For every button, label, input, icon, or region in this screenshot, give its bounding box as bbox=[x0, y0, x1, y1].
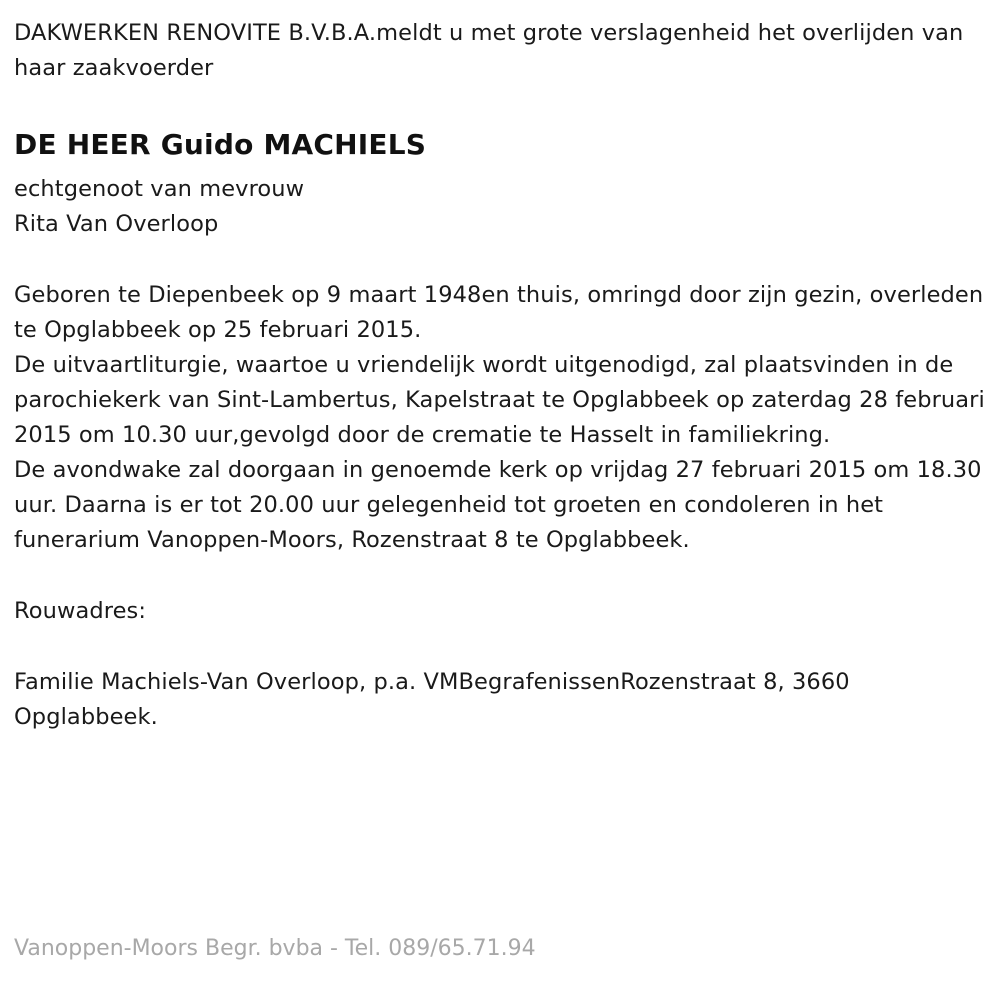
spacer bbox=[14, 629, 986, 665]
deceased-name: DE HEER Guido MACHIELS bbox=[14, 128, 427, 161]
body-paragraph-vigil: De avondwake zal doorgaan in genoemde kerk op vrijdag 27 februari 2015 om 18.30 uur. Daarna is er tot 20.00 uur gelegenheid tot groeten en condoleren in het funerarium Vanoppen-Moors, Rozenstraat 8 te Opglabbeek. bbox=[14, 457, 982, 553]
mourning-address: Familie Machiels-Van Overloop, p.a. VMBegrafenissenRozenstraat 8, 3660 Opglabbeek. bbox=[14, 669, 850, 730]
body-paragraph-funeral: De uitvaartliturgie, waartoe u vriendelijk wordt uitgenodigd, zal plaatsvinden in de parochiekerk van Sint-Lambertus, Kapelstraat te Opglabbeek op zaterdag 28 februari 2015 om 10.30 uur,gevolgd door de crematie te Hasselt in familiekring. bbox=[14, 352, 985, 448]
funeral-home-footer: Vanoppen-Moors Begr. bvba - Tel. 089/65.71.94 bbox=[14, 936, 536, 961]
spacer bbox=[14, 162, 986, 172]
spouse-line-2: Rita Van Overloop bbox=[14, 211, 219, 237]
spacer bbox=[14, 558, 986, 594]
spacer bbox=[14, 242, 986, 278]
body-paragraph-birth-death: Geboren te Diepenbeek op 9 maart 1948en thuis, omringd door zijn gezin, overleden te Opglabbeek op 25 februari 2015. bbox=[14, 282, 984, 343]
spouse-line-1: echtgenoot van mevrouw bbox=[14, 176, 305, 202]
mourning-address-label: Rouwadres: bbox=[14, 598, 147, 624]
spacer bbox=[14, 86, 986, 128]
intro-paragraph: DAKWERKEN RENOVITE B.V.B.A.meldt u met grote verslagenheid het overlijden van haar zaakvoerder bbox=[14, 20, 964, 81]
